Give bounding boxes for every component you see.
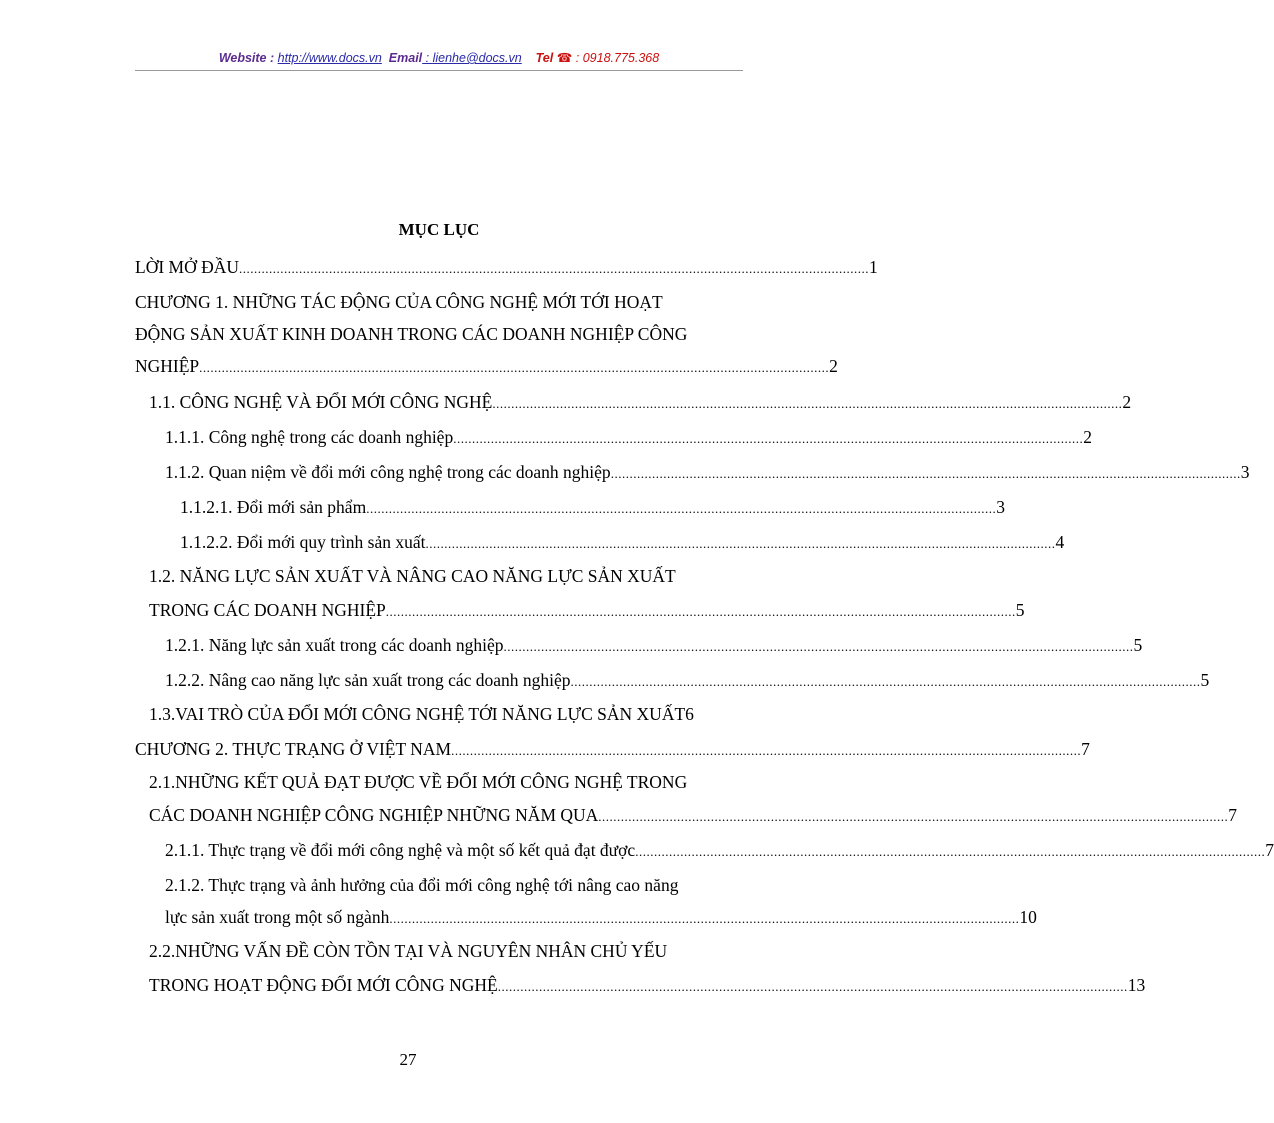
toc-entry[interactable]: 1.1. CÔNG NGHỆ VÀ ĐỔI MỚI CÔNG NGHỆ ........................................................................................................................................................................ 2: [149, 392, 1132, 412]
toc-entry[interactable]: NGHIỆP ........................................................................................................................................................................ 2: [135, 356, 838, 376]
toc-title: MỤC LỤC: [398, 220, 480, 239]
toc-entry[interactable]: CHƯƠNG 2. THỰC TRẠNG Ở VIỆT NAM ........................................................................................................................................................................ 7: [135, 739, 1090, 759]
toc-entry[interactable]: 2.1.NHỮNG KẾT QUẢ ĐẠT ĐƯỢC VỀ ĐỔI MỚI CÔNG NGHỆ TRONG: [149, 772, 688, 792]
website-link[interactable]: http://www.docs.vn: [277, 51, 382, 65]
phone-icon: ☎: [556, 51, 573, 65]
toc-entry[interactable]: lực sản xuất trong một số ngành ........................................................................................................................................................................ 10: [165, 907, 1037, 927]
toc-entry[interactable]: TRONG HOẠT ĐỘNG ĐỔI MỚI CÔNG NGHỆ ........................................................................................................................................................................ 13: [149, 975, 1146, 995]
toc-entry[interactable]: 1.2.1. Năng lực sản xuất trong các doanh nghiệp ........................................................................................................................................................................ 5: [165, 635, 1143, 655]
toc-entry[interactable]: CHƯƠNG 1. NHỮNG TÁC ĐỘNG CỦA CÔNG NGHỆ MỚI TỚI HOẠT: [135, 292, 663, 312]
toc-entry[interactable]: 1.1.2.2. Đổi mới quy trình sản xuất ........................................................................................................................................................................ 4: [180, 532, 1065, 552]
toc-entry[interactable]: 2.1.2. Thực trạng và ảnh hưởng của đổi mới công nghệ tới nâng cao năng: [165, 875, 679, 895]
phone-number: 0918.775.368: [582, 51, 660, 65]
toc-entry[interactable]: 1.2. NĂNG LỰC SẢN XUẤT VÀ NÂNG CAO NĂNG LỰC SẢN XUẤT: [149, 566, 676, 586]
toc-entry[interactable]: 1.2.2. Nâng cao năng lực sản xuất trong các doanh nghiệp ........................................................................................................................................................................ 5: [165, 670, 1210, 690]
toc-entry[interactable]: 1.1.1. Công nghệ trong các doanh nghiệp ........................................................................................................................................................................ 2: [165, 427, 1092, 447]
tel-label: Tel: [535, 51, 554, 65]
toc-entry[interactable]: CÁC DOANH NGHIỆP CÔNG NGHIỆP NHỮNG NĂM QUA ........................................................................................................................................................................ 7: [149, 805, 1238, 825]
email-link[interactable]: lienhe@docs.vn: [432, 51, 522, 65]
page-header: Website : http://www.docs.vn Email : lienhe@docs.vn Tel ☎ : 0918.775.368: [218, 51, 660, 65]
page-number: 27: [399, 1050, 417, 1069]
header-divider: [135, 70, 743, 71]
toc-entry[interactable]: 2.2.NHỮNG VẤN ĐỀ CÒN TỒN TẠI VÀ NGUYÊN NHÂN CHỦ YẾU: [149, 941, 668, 961]
toc-entry[interactable]: LỜI MỞ ĐẦU ........................................................................................................................................................................ 1: [135, 257, 878, 277]
email-label: Email: [388, 51, 423, 65]
toc-entry[interactable]: ĐỘNG SẢN XUẤT KINH DOANH TRONG CÁC DOANH NGHIỆP CÔNG: [135, 324, 688, 344]
toc-entry[interactable]: TRONG CÁC DOANH NGHIỆP ........................................................................................................................................................................ 5: [149, 600, 1025, 620]
toc-entry[interactable]: 1.1.2. Quan niệm về đổi mới công nghệ trong các doanh nghiệp ........................................................................................................................................................................ 3: [165, 462, 1250, 482]
toc-entry[interactable]: 1.1.2.1. Đổi mới sản phẩm ........................................................................................................................................................................ 3: [180, 497, 1005, 517]
toc-entry[interactable]: 1.3.VAI TRÒ CỦA ĐỔI MỚI CÔNG NGHỆ TỚI NĂNG LỰC SẢN XUẤT 6: [149, 704, 694, 724]
website-label: Website: [218, 51, 267, 65]
toc-entry[interactable]: 2.1.1. Thực trạng về đổi mới công nghệ và một số kết quả đạt được ........................................................................................................................................................................ 7: [165, 840, 1274, 860]
